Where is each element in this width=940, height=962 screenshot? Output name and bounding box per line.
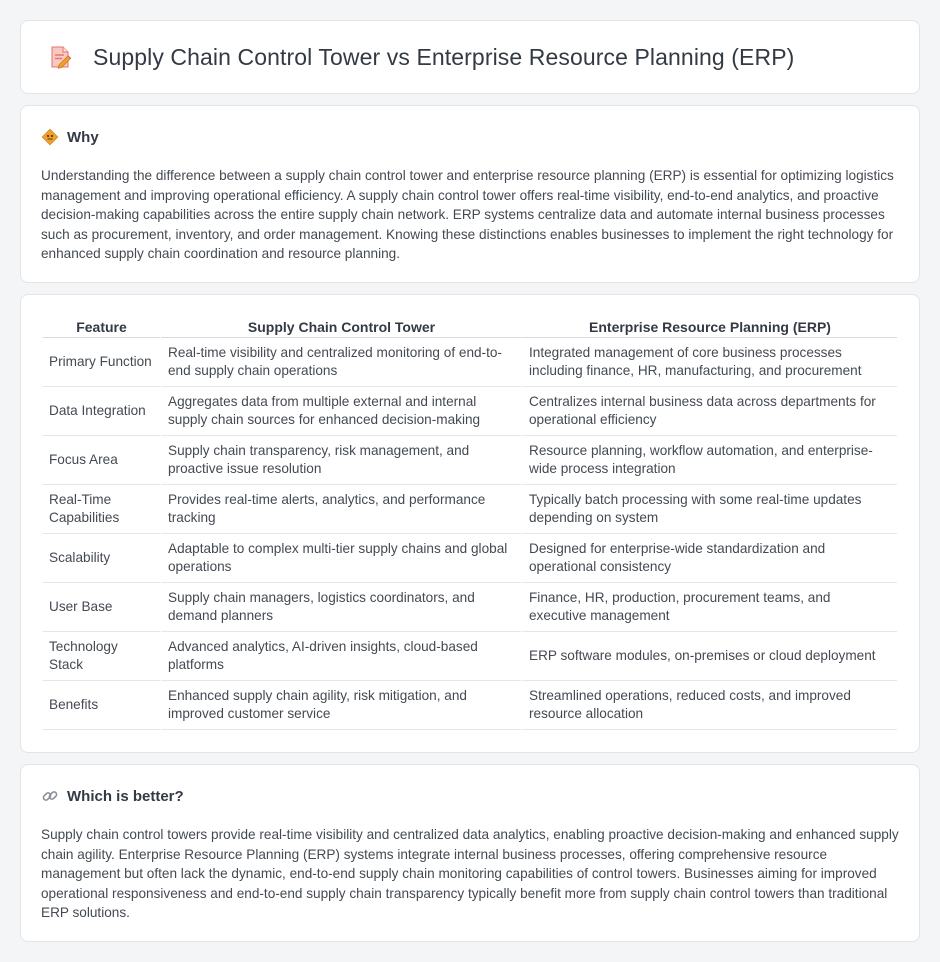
table-row [43,338,897,387]
table-row [43,485,897,534]
erp-cell: Streamlined operations, reduced costs, and improved resource allocation [521,681,897,730]
why-title: Why [67,128,99,146]
erp-cell: ERP software modules, on-premises or cloud deployment [521,632,897,681]
table-row [43,681,897,730]
feature-cell: Data Integration [43,387,160,436]
feature-cell: Technology Stack [43,632,160,681]
header-card [20,20,920,94]
feature-cell: Focus Area [43,436,160,485]
control-tower-cell: Adaptable to complex multi-tier supply chains and global operations [160,534,521,583]
header-erp: Enterprise Resource Planning (ERP) [521,317,897,338]
table-row [43,632,897,681]
comparison-table-card [20,294,920,753]
table-row [43,387,897,436]
comparison-table [43,317,897,730]
better-heading [41,787,899,805]
better-text: Supply chain control towers provide real-time visibility and centralized data analytics, enabling proactive decision-making and enhanced supply chain agility. Enterprise Resource Planning (ERP) systems integrate internal business processes, offering comprehensive resource management but often lack the dynamic, end-to-end supply chain monitoring capabilities of control towers. Businesses aiming for improved operational responsiveness and end-to-end supply chain transparency typically benefit more from supply chain control towers than traditional ERP solutions. [41,827,899,920]
control-tower-cell: Supply chain managers, logistics coordinators, and demand planners [160,583,521,632]
better-title: Which is better? [67,787,184,805]
header-feature: Feature [43,317,160,338]
erp-cell: Typically batch processing with some real-time updates depending on system [521,485,897,534]
feature-cell: User Base [43,583,160,632]
erp-cell: Centralizes internal business data across departments for operational efficiency [521,387,897,436]
which-is-better-section [20,764,920,942]
control-tower-cell: Advanced analytics, AI-driven insights, cloud-based platforms [160,632,521,681]
document-edit-icon [47,44,73,70]
diamond-sign-icon [41,128,59,146]
feature-cell: Benefits [43,681,160,730]
table-row [43,436,897,485]
header-control-tower: Supply Chain Control Tower [160,317,521,338]
feature-cell: Scalability [43,534,160,583]
control-tower-cell: Provides real-time alerts, analytics, and performance tracking [160,485,521,534]
page-title: Supply Chain Control Tower vs Enterprise Resource Planning (ERP) [93,43,795,70]
control-tower-cell: Supply chain transparency, risk management, and proactive issue resolution [160,436,521,485]
erp-cell: Finance, HR, production, procurement teams, and executive management [521,583,897,632]
why-section [20,105,920,283]
erp-cell: Designed for enterprise-wide standardization and operational consistency [521,534,897,583]
erp-cell: Resource planning, workflow automation, and enterprise-wide process integration [521,436,897,485]
table-row [43,534,897,583]
table-header-row [43,317,897,338]
feature-cell: Real-Time Capabilities [43,485,160,534]
erp-cell: Integrated management of core business processes including finance, HR, manufacturing, and procurement [521,338,897,387]
control-tower-cell: Real-time visibility and centralized monitoring of end-to-end supply chain operations [160,338,521,387]
control-tower-cell: Aggregates data from multiple external and internal supply chain sources for enhanced decision-making [160,387,521,436]
table-row [43,583,897,632]
link-icon [41,787,59,805]
control-tower-cell: Enhanced supply chain agility, risk mitigation, and improved customer service [160,681,521,730]
feature-cell: Primary Function [43,338,160,387]
why-heading [41,128,899,146]
why-text: Understanding the difference between a supply chain control tower and enterprise resource planning (ERP) is essential for optimizing logistics management and improving operational efficiency. A supply chain control tower offers real-time visibility, end-to-end analytics, and proactive decision-making capabilities across the entire supply chain network. ERP systems centralize data and automate internal business processes such as procurement, inventory, and order management. Knowing these distinctions enables businesses to implement the right technology for enhanced supply chain coordination and resource planning. [41,168,894,261]
